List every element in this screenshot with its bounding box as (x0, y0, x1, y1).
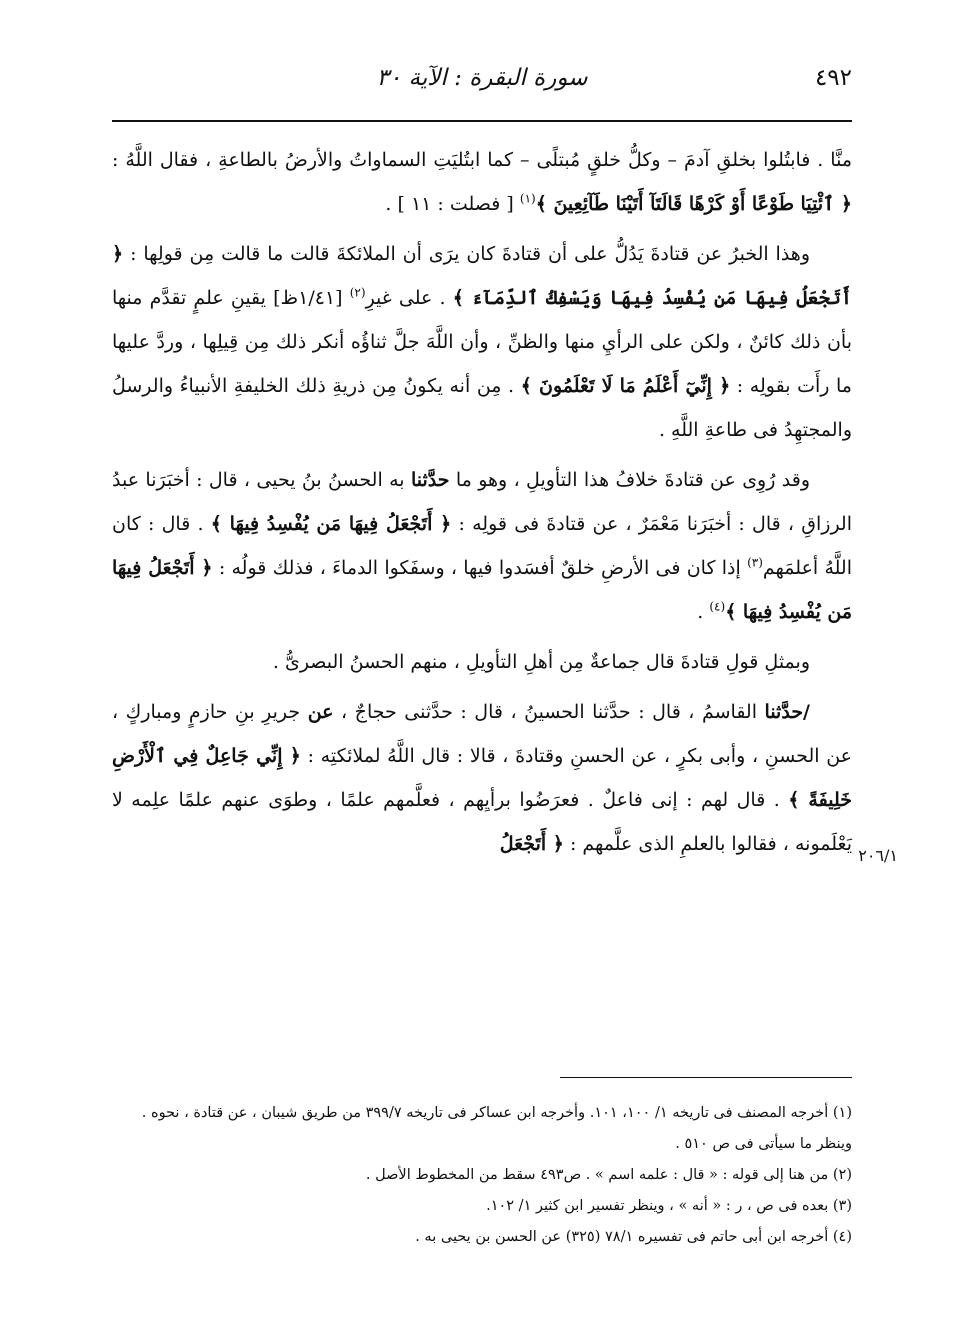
page-number: ٤٩٢ (814, 65, 852, 91)
footnote-4: (٤) أخرجه ابن أبى حاتم فى تفسيره ٧٨/١ (٣٢٥) عن الحسن بن يحيى به . (415, 1229, 852, 1245)
header-divider (112, 120, 852, 122)
footnote-divider (560, 1077, 852, 1078)
footnote-3: (٣) بعده فى ص ، ر : « أنه » ، وينظر تفسير ابن كثير ١/ ١٠٢. (486, 1198, 852, 1214)
main-text (112, 138, 852, 866)
footnotes (112, 1098, 852, 1253)
footnote-2: (٢) من هنا إلى قوله : « قال : علمه اسم » . ص٤٩٣ سقط من المخطوط الأصل . (365, 1167, 852, 1183)
page-header (112, 55, 852, 105)
quran-verse: ﴿ أَتَجْعَلُ فِيهَا مَن يُفْسِدُ فِيهَا ﴾ (112, 557, 852, 623)
footnote-1: (١) أخرجه المصنف فى تاريخه ١/ ١٠٠، ١٠١. وأخرجه ابن عساكر فى تاريخه ٣٩٩/٧ من طريق شيبان ، عن قتادة ، نحوه . وينظر ما سيأتى فى ص ٥١٠ . (141, 1105, 852, 1152)
isnad-keyword: حدَّثنا (410, 469, 450, 491)
isnad-keyword: /حدَّثنا (764, 701, 810, 723)
paragraph-4: وبمثلِ قولِ قتادةَ قال جماعةٌ مِن أهلِ التأويلِ ، منهم الحسنُ البصرىُّ . (272, 651, 810, 673)
running-title: سورة البقرة : الآية ٣٠ (376, 65, 588, 91)
quran-verse: ﴿ إِنِّي جَاعِلٌ فِي ٱلْأَرْضِ خَلِيفَةً ﴾ (112, 745, 852, 811)
paragraph-5: /حدَّثنا القاسمُ ، قال : حدَّثنا الحسينُ ، قال : حدَّثنى حجاجٌ ، عن جريرِ بنِ حازمٍ ومباركٍ ، عن الحسنِ ، وأبى بكرٍ ، عن الحسنِ وقتادةَ ، قالا : قال اللَّهُ لملائكتِه : ﴿ إِنِّي جَاعِلٌ فِي ٱلْأَرْضِ خَلِيفَةً ﴾ . قال لهم : إنى فاعلٌ . فعرَضُوا برأيِهم ، فعلَّمهم علمًا ، وطوَى عنهم علمًا علِمه لا يَعْلَمونه ، فقالوا بالعلمِ الذى علَّمهم : ﴿ أَتَجْعَلُ (112, 701, 852, 855)
margin-reference: ٢٠٦/١ (858, 846, 898, 865)
quran-verse: ﴿ ٱئْتِيَا طَوْعًا أَوْ كَرْهًا قَالَتَآ أَتَيْنَا طَآئِعِينَ ﴾ (535, 193, 852, 215)
paragraph-1: منَّا . فابتُلوا بخلقِ آدمَ – وكلُّ خلقٍ مُبتلًى – كما ابتُليَتِ السماواتُ والأرضُ بالطاعةِ ، فقال اللَّهُ : ﴿ ٱئْتِيَا طَوْعًا أَوْ كَرْهًا قَالَتَآ أَتَيْنَا طَآئِعِينَ ﴾$^{(١)}$ [ فصلت : ١١ ] . (112, 149, 852, 215)
footnote-ref: (٤) (709, 599, 726, 614)
paragraph-2: وهذا الخبرُ عن قتادةَ يَدُلُّ على أن قتادةَ كان يرَى أن الملائكةَ قالت ما قالت مِن قولِها : ﴿ أَتَجْعَلُ فِيهَا مَن يُفْسِدُ فِيهَا وَيَسْفِكُ ٱلدِّمَآءَ ﴾ . على غيرِ$^{(٢)}$ [١/٤١ظ] يقينِ علمٍ تقدَّم منها بأن ذلك كائنٌ ، ولكن على الرأيِ منها والظنِّ ، وأن اللَّهَ جلَّ ثناؤُه أنكر ذلك مِن قِيلِها ، وردَّ عليها ما رأَت بقولِه : ﴿ إِنِّيٓ أَعْلَمُ مَا لَا تَعْلَمُونَ ﴾ . مِن أنه يكونُ مِن ذريةِ ذلك الخليفةِ الأنبياءُ والرسلُ والمجتهِدُ فى طاعةِ اللَّهِ . (112, 243, 852, 441)
footnote-ref: (١) (519, 191, 536, 206)
footnote-ref: (٢) (349, 285, 366, 300)
quran-verse: ﴿ أَتَجْعَلُ (499, 833, 564, 855)
quran-verse: ﴿ إِنِّيٓ أَعْلَمُ مَا لَا تَعْلَمُونَ ﴾ (520, 375, 731, 397)
quran-verse: ﴿ أَتَجْعَلُ فِيهَا مَن يُفْسِدُ فِيهَا ﴾ (210, 513, 452, 535)
paragraph-3: وقد رُوِى عن قتادةَ خلافُ هذا التأويلِ ، وهو ما حدَّثنا به الحسنُ بنُ يحيى ، قال : أخبَرَنا عبدُ الرزاقِ ، قال : أخبَرَنا مَعْمَرٌ ، عن قتادةَ فى قولِه : ﴿ أَتَجْعَلُ فِيهَا مَن يُفْسِدُ فِيهَا ﴾ . قال : كان اللَّهُ أعلمَهم$^{(٣)}$ إذا كان فى الأرضِ خلقٌ أفسَدوا فيها ، وسفَكوا الدماءَ ، فذلك قولُه : ﴿ أَتَجْعَلُ فِيهَا مَن يُفْسِدُ فِيهَا ﴾$^{(٤)}$ . (112, 469, 853, 623)
footnote-ref: (٣) (747, 555, 763, 570)
isnad-keyword: عن (307, 701, 334, 723)
quran-verse: ﴿ أَتَجْعَلُ فِيهَا مَن يُفْسِدُ فِيهَا وَيَسْفِكُ ٱلدِّمَآءَ ﴾ (112, 243, 852, 309)
